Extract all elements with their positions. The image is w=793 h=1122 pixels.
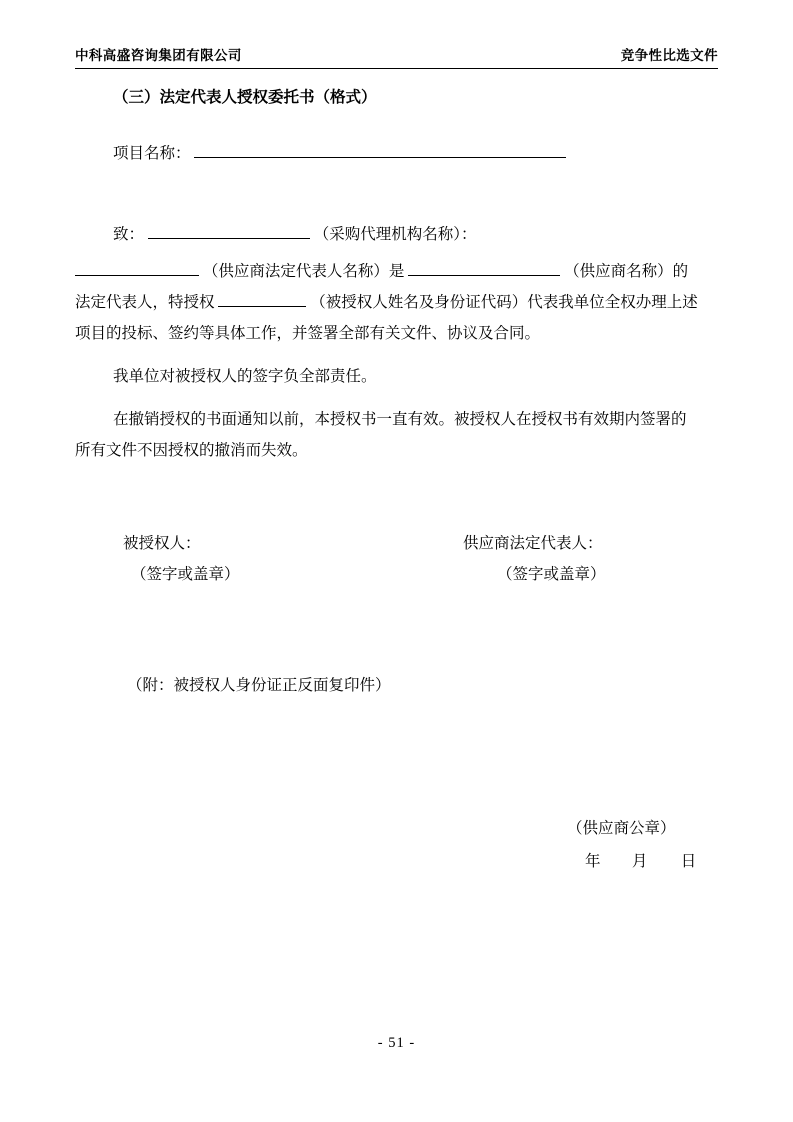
attachment-note: （附：被授权人身份证正反面复印件） xyxy=(127,677,391,694)
addressee-row xyxy=(75,219,718,250)
legal-rep-sign-note: （签字或盖章） xyxy=(497,566,606,583)
authorization-line-1 xyxy=(75,256,718,287)
legal-rep-label: 供应商法定代表人： xyxy=(463,535,603,552)
validity-statement-line-2: 所有文件不因授权的撤消而失效。 xyxy=(75,442,308,459)
date-line xyxy=(585,846,697,877)
header-company-name: 中科高盛咨询集团有限公司 xyxy=(75,48,242,63)
header-document-type: 竞争性比选文件 xyxy=(620,48,718,63)
date-year-label: 年 xyxy=(585,853,602,870)
authorization-line-3: 项目的投标、签约等具体工作，并签署全部有关文件、协议及合同。 xyxy=(75,325,541,342)
validity-statement-line-1: 在撤销授权的书面通知以前，本授权书一直有效。被授权人在授权书有效期内签署的 xyxy=(113,411,687,428)
signature-area xyxy=(75,528,718,614)
authorization-line-2-text-a: 法定代表人，特授权 xyxy=(75,294,215,311)
page-number: - 51 - xyxy=(377,1035,416,1051)
page-header-row xyxy=(75,48,718,64)
stamp-area xyxy=(75,813,718,883)
signature-block-legal-rep xyxy=(463,528,606,590)
authorization-line-2 xyxy=(75,287,718,318)
legal-rep-name-blank[interactable] xyxy=(75,257,199,276)
page-header xyxy=(75,48,718,74)
addressee-suffix: （采购代理机构名称）： xyxy=(313,226,477,243)
validity-statement xyxy=(75,404,718,466)
authorized-person-blank[interactable] xyxy=(218,288,306,307)
authorized-person-label: 被授权人： xyxy=(123,535,201,552)
page-footer xyxy=(0,1035,793,1052)
project-name-label: 项目名称： xyxy=(113,145,191,162)
document-body xyxy=(75,84,718,883)
agency-name-blank[interactable] xyxy=(148,220,310,239)
supplier-seal-note: （供应商公章） xyxy=(567,820,676,837)
header-divider xyxy=(75,68,718,69)
authorization-paragraph xyxy=(75,256,718,349)
project-name-row xyxy=(75,138,718,169)
page-title: （三）法定代表人授权委托书（格式） xyxy=(113,89,377,106)
authorized-person-sign-note: （签字或盖章） xyxy=(131,566,240,583)
date-day-label: 日 xyxy=(680,853,698,870)
responsibility-statement: 我单位对被授权人的签字负全部责任。 xyxy=(113,368,377,385)
date-month-label: 月 xyxy=(631,853,649,870)
authorization-line-2-text-b: （被授权人姓名及身份证代码）代表我单位全权办理上述 xyxy=(310,294,698,311)
project-name-blank[interactable] xyxy=(194,139,566,158)
addressee-label: 致： xyxy=(113,226,145,243)
signature-block-authorized xyxy=(123,528,240,590)
authorization-line-1-text-a: （供应商法定代表人名称）是 xyxy=(202,263,405,280)
authorization-line-1-text-b: （供应商名称）的 xyxy=(564,263,689,280)
supplier-name-blank[interactable] xyxy=(408,257,560,276)
